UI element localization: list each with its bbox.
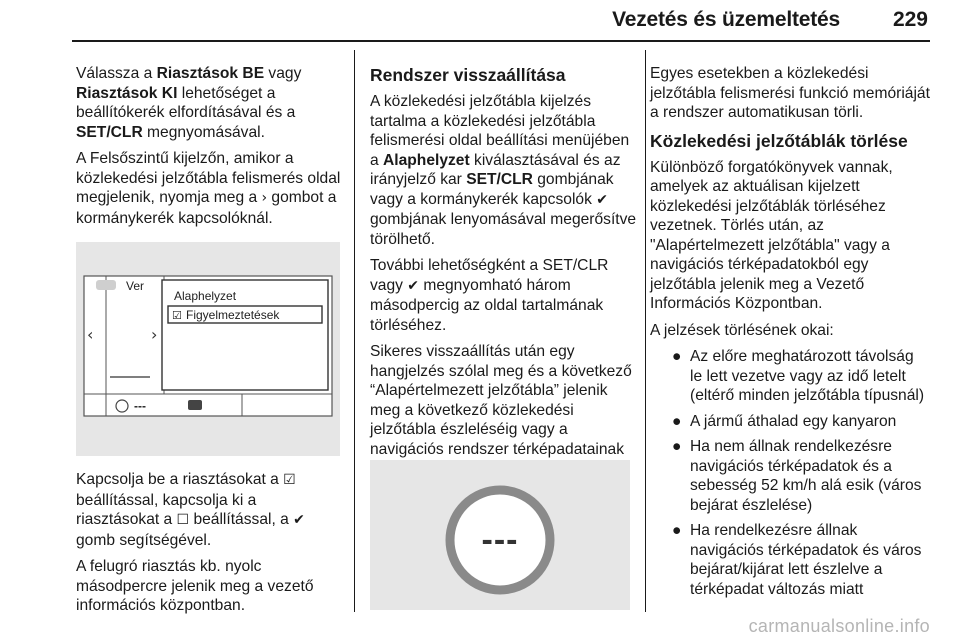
text: megnyomható három másodpercig az oldal tartalmának törléséhez. bbox=[370, 276, 604, 334]
col3-paragraph-2: Különböző forgatókönyvek vannak, amelyek az aktuálisan kijelzett közlekedési jelzőtáblák törléséhez vezetnek. Törlés után, az "Alapértelmezett jelzőtábla" vagy a navigációs térképadatokból egy jelzőtábla jelenik meg a Vezető Információs Központban. bbox=[650, 158, 893, 312]
column-1-bottom bbox=[76, 470, 342, 623]
sign-dashes: --- bbox=[481, 521, 519, 559]
col2-paragraph-2 bbox=[370, 256, 638, 335]
col1-paragraph-2 bbox=[76, 149, 342, 228]
text: beállítással, kapcsolja ki a riasztásokat a bbox=[76, 491, 257, 528]
display-screen-illustration bbox=[76, 242, 340, 456]
header-rule bbox=[72, 40, 930, 42]
page-number: 229 bbox=[892, 8, 928, 31]
text: gombjának lenyomásával megerősítve törölhető. bbox=[370, 211, 637, 248]
list-item-text: Az előre meghatározott távolság le lett vezetve vagy az idő letelt (eltérő minden jelzőtábla típusnál) bbox=[690, 348, 925, 404]
list-item-text: Ha rendelkezésre állnak navigációs térképadatok és város bejárat/kijárat lett észlelve a térképadat változás miatt bbox=[690, 522, 922, 598]
car-icon bbox=[96, 280, 116, 290]
text: kiválasztásával és az irányjelző kar bbox=[370, 151, 621, 188]
default-sign-drawing bbox=[370, 460, 630, 610]
col2-paragraph-3: Sikeres visszaállítás után egy hangjelzés szólal meg és a következő “Alapértelmezett jelzőtábla” jelenik meg a következő közlekedési jelzőtábla észleléséig vagy a navigációs rendszer térképadatainak bbox=[370, 343, 632, 458]
column-divider-2 bbox=[645, 50, 646, 612]
vehicle-icon bbox=[188, 400, 202, 410]
check-mark-icon: ✔ bbox=[596, 191, 608, 208]
nav-right-icon: › bbox=[151, 325, 158, 344]
checkbox-empty-icon: ☐ bbox=[176, 512, 190, 528]
footer-watermark: carmanualsonline.info bbox=[748, 616, 930, 636]
column-1 bbox=[76, 64, 342, 235]
column-2 bbox=[370, 64, 638, 486]
bullet-icon: ● bbox=[672, 348, 682, 365]
bold-term: Alaphelyzet bbox=[383, 151, 470, 169]
section-heading-delete: Közlekedési jelzőtáblák törlése bbox=[650, 130, 908, 151]
bold-term: SET/CLR bbox=[466, 171, 533, 188]
text: lehetőséget a beállítókerék elfordításával és a bbox=[76, 84, 296, 121]
text: megnyomásával. bbox=[142, 123, 265, 141]
list-item bbox=[650, 437, 930, 515]
page-header-title: Vezetés és üzemeltetés bbox=[612, 8, 840, 31]
col3-paragraph-1: Egyes esetekben a közlekedési jelzőtábla felismerési funkció memóriáját a rendszer automatikusan törli. bbox=[650, 65, 930, 121]
check-mark-icon: ✔ bbox=[293, 512, 305, 528]
text: gombjának vagy a kormánykerék kapcsolók bbox=[370, 171, 614, 208]
bold-term: Riasztások KI bbox=[76, 84, 178, 102]
list-item-text: A jármű áthalad egy kanyaron bbox=[690, 412, 897, 430]
list-item bbox=[650, 521, 930, 599]
reasons-list bbox=[650, 347, 930, 599]
text: További lehetőségként a SET/CLR vagy bbox=[370, 257, 609, 294]
check-mark-icon: ✔ bbox=[407, 277, 420, 294]
text: gomb segítségével. bbox=[76, 531, 212, 549]
nav-left-icon: ‹ bbox=[87, 325, 94, 344]
col3-paragraph-3: A jelzések törlésének okai: bbox=[650, 321, 834, 339]
col2-paragraph-1 bbox=[370, 92, 638, 249]
menu-item-figyelmeztetesek: Figyelmeztetések bbox=[186, 308, 280, 322]
text: Kapcsolja be a riasztásokat a bbox=[76, 471, 284, 488]
text: A Felsőszintű kijelzőn, amikor a közlekedési jelzőtábla felismerés oldal megjelenik, nyomja meg a bbox=[76, 150, 341, 206]
list-item bbox=[650, 412, 930, 432]
text: beállítással, a bbox=[189, 511, 294, 528]
col1-paragraph-3 bbox=[76, 470, 342, 550]
bold-term: SET/CLR bbox=[76, 123, 143, 141]
chevron-right-icon: › bbox=[261, 190, 268, 206]
col1-paragraph-1 bbox=[76, 64, 342, 142]
default-sign-illustration bbox=[370, 460, 630, 610]
bullet-icon: ● bbox=[672, 412, 682, 430]
text: vagy bbox=[264, 65, 302, 82]
bold-term: Riasztások BE bbox=[156, 65, 265, 82]
menu-item-alaphelyzet: Alaphelyzet bbox=[174, 289, 237, 303]
text: Válassza a bbox=[76, 65, 157, 82]
bullet-icon: ● bbox=[672, 522, 682, 539]
screen-tab-label: Ver bbox=[126, 279, 145, 293]
column-divider-1 bbox=[354, 50, 355, 612]
col1-paragraph-4: A felugró riasztás kb. nyolc másodpercre jelenik meg a vezető információs központban. bbox=[76, 558, 314, 614]
status-dashes: --- bbox=[134, 399, 146, 413]
checkbox-icon: ☑ bbox=[172, 309, 182, 322]
text: A közlekedési jelzőtábla kijelzés tartalma a közlekedési jelzőtábla felismerési oldal beállítási menüjében a bbox=[370, 93, 630, 169]
bullet-icon: ● bbox=[672, 438, 682, 455]
list-item-text: Ha nem állnak rendelkezésre navigációs térképadatok és a sebesség 52 km/h alá esik (város bejárat észlelése) bbox=[690, 438, 922, 514]
column-3 bbox=[650, 64, 930, 605]
section-heading-reset: Rendszer visszaállítása bbox=[370, 65, 566, 85]
checkbox-checked-icon: ☑ bbox=[283, 472, 296, 488]
text: gombot a kormánykerék kapcsolóknál. bbox=[76, 189, 337, 227]
display-screen-drawing bbox=[76, 242, 340, 456]
list-item bbox=[650, 347, 930, 406]
